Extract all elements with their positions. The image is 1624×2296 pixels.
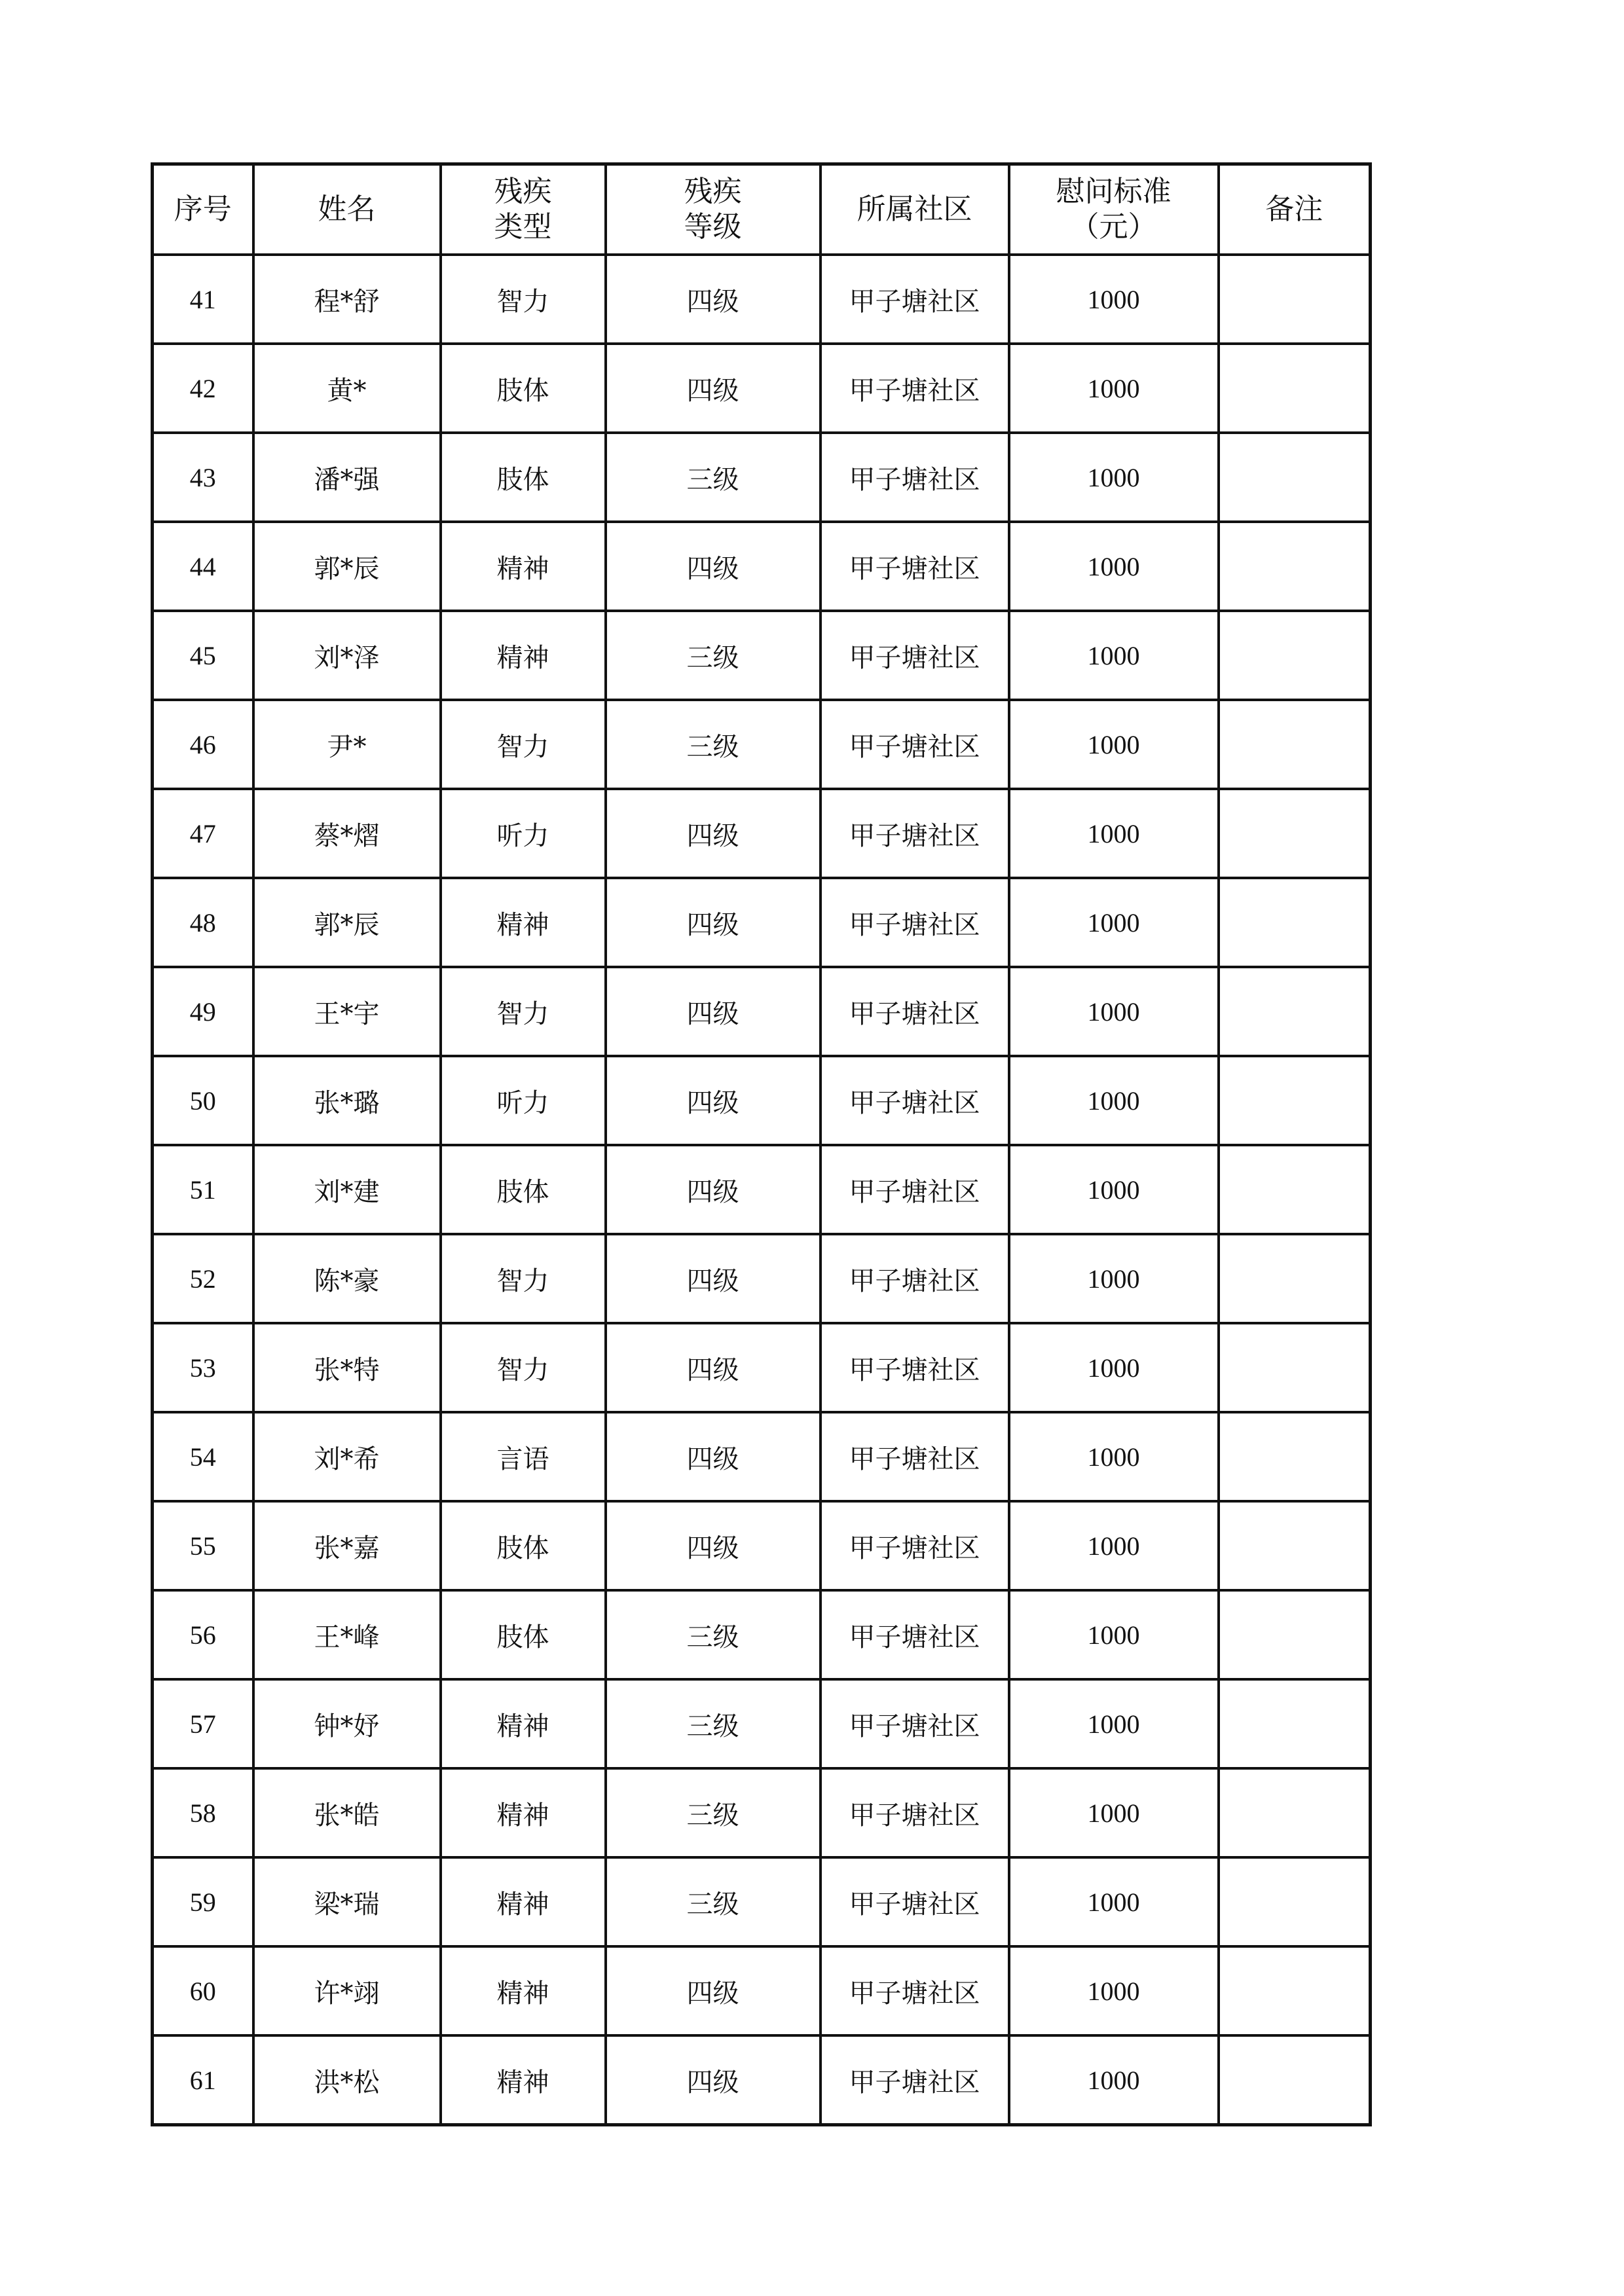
cell-name: 蔡*熠 — [253, 789, 441, 878]
header-amount-line2: （元） — [1070, 210, 1157, 244]
subsidy-roster-table — [151, 162, 1372, 2126]
cell-amount: 1000 — [1009, 255, 1219, 344]
cell-index: 56 — [153, 1590, 253, 1679]
cell-community: 甲子塘社区 — [821, 1145, 1009, 1234]
cell-disability-type: 精神 — [441, 878, 606, 967]
table-row — [153, 1412, 1371, 1501]
cell-amount: 1000 — [1009, 1412, 1219, 1501]
cell-index: 50 — [153, 1056, 253, 1145]
table-row — [153, 700, 1371, 789]
cell-index: 55 — [153, 1501, 253, 1590]
cell-amount: 1000 — [1009, 344, 1219, 433]
cell-remark — [1219, 1679, 1371, 1768]
header-amount-line1: 慰问标准 — [1056, 175, 1172, 208]
cell-amount: 1000 — [1009, 1590, 1219, 1679]
cell-remark — [1219, 522, 1371, 611]
cell-community: 甲子塘社区 — [821, 700, 1009, 789]
cell-community: 甲子塘社区 — [821, 1857, 1009, 1946]
cell-remark — [1219, 700, 1371, 789]
cell-disability-level: 四级 — [606, 1056, 821, 1145]
cell-disability-level: 四级 — [606, 1946, 821, 2035]
cell-disability-level: 三级 — [606, 1857, 821, 1946]
table-row — [153, 1946, 1371, 2035]
table-row — [153, 611, 1371, 700]
cell-amount: 1000 — [1009, 1946, 1219, 2035]
table-row — [153, 1590, 1371, 1679]
cell-amount: 1000 — [1009, 789, 1219, 878]
cell-amount: 1000 — [1009, 1679, 1219, 1768]
cell-disability-type: 听力 — [441, 789, 606, 878]
cell-name: 张*特 — [253, 1323, 441, 1412]
cell-index: 45 — [153, 611, 253, 700]
cell-amount: 1000 — [1009, 2035, 1219, 2125]
cell-remark — [1219, 1412, 1371, 1501]
cell-disability-level: 四级 — [606, 1234, 821, 1323]
cell-remark — [1219, 1323, 1371, 1412]
cell-community: 甲子塘社区 — [821, 433, 1009, 522]
cell-amount: 1000 — [1009, 700, 1219, 789]
cell-disability-level: 三级 — [606, 700, 821, 789]
cell-community: 甲子塘社区 — [821, 1412, 1009, 1501]
cell-community: 甲子塘社区 — [821, 1590, 1009, 1679]
cell-index: 46 — [153, 700, 253, 789]
cell-disability-type: 精神 — [441, 1857, 606, 1946]
cell-name: 刘*希 — [253, 1412, 441, 1501]
cell-disability-type: 精神 — [441, 1768, 606, 1857]
cell-disability-type: 智力 — [441, 255, 606, 344]
header-disability-type — [441, 164, 606, 255]
table-row — [153, 522, 1371, 611]
cell-disability-level: 四级 — [606, 789, 821, 878]
cell-community: 甲子塘社区 — [821, 1323, 1009, 1412]
cell-disability-type: 听力 — [441, 1056, 606, 1145]
cell-index: 57 — [153, 1679, 253, 1768]
cell-remark — [1219, 1501, 1371, 1590]
header-disability-type-line2: 类型 — [494, 210, 552, 244]
cell-disability-level: 四级 — [606, 1323, 821, 1412]
cell-name: 郭*辰 — [253, 878, 441, 967]
table-row — [153, 1145, 1371, 1234]
cell-community: 甲子塘社区 — [821, 1234, 1009, 1323]
cell-name: 许*翊 — [253, 1946, 441, 2035]
cell-name: 陈*豪 — [253, 1234, 441, 1323]
cell-remark — [1219, 255, 1371, 344]
cell-disability-type: 智力 — [441, 1234, 606, 1323]
cell-index: 59 — [153, 1857, 253, 1946]
cell-name: 王*宇 — [253, 967, 441, 1056]
cell-disability-level: 三级 — [606, 1590, 821, 1679]
cell-remark — [1219, 1768, 1371, 1857]
cell-disability-type: 肢体 — [441, 1590, 606, 1679]
cell-name: 王*峰 — [253, 1590, 441, 1679]
cell-index: 48 — [153, 878, 253, 967]
cell-community: 甲子塘社区 — [821, 1679, 1009, 1768]
cell-index: 58 — [153, 1768, 253, 1857]
cell-remark — [1219, 1946, 1371, 2035]
cell-amount: 1000 — [1009, 1857, 1219, 1946]
cell-community: 甲子塘社区 — [821, 344, 1009, 433]
cell-disability-level: 三级 — [606, 1679, 821, 1768]
cell-disability-type: 智力 — [441, 1323, 606, 1412]
cell-index: 61 — [153, 2035, 253, 2125]
header-amount — [1009, 164, 1219, 255]
cell-remark — [1219, 878, 1371, 967]
table-row — [153, 1679, 1371, 1768]
cell-index: 52 — [153, 1234, 253, 1323]
cell-disability-level: 三级 — [606, 1768, 821, 1857]
cell-disability-type: 精神 — [441, 2035, 606, 2125]
cell-remark — [1219, 344, 1371, 433]
cell-amount: 1000 — [1009, 1323, 1219, 1412]
table-row — [153, 1768, 1371, 1857]
cell-name: 张*璐 — [253, 1056, 441, 1145]
header-community: 所属社区 — [821, 164, 1009, 255]
cell-disability-type: 言语 — [441, 1412, 606, 1501]
cell-disability-type: 肢体 — [441, 433, 606, 522]
cell-name: 张*皓 — [253, 1768, 441, 1857]
cell-amount: 1000 — [1009, 967, 1219, 1056]
cell-community: 甲子塘社区 — [821, 255, 1009, 344]
cell-community: 甲子塘社区 — [821, 878, 1009, 967]
cell-amount: 1000 — [1009, 1056, 1219, 1145]
cell-disability-type: 精神 — [441, 611, 606, 700]
cell-disability-level: 四级 — [606, 1501, 821, 1590]
cell-disability-level: 四级 — [606, 1145, 821, 1234]
table-row — [153, 789, 1371, 878]
cell-name: 钟*妤 — [253, 1679, 441, 1768]
cell-remark — [1219, 1857, 1371, 1946]
cell-name: 程*舒 — [253, 255, 441, 344]
cell-disability-level: 四级 — [606, 967, 821, 1056]
header-disability-level-line2: 等级 — [684, 210, 742, 244]
cell-community: 甲子塘社区 — [821, 522, 1009, 611]
cell-disability-type: 智力 — [441, 967, 606, 1056]
header-disability-type-line1: 残疾 — [494, 175, 552, 208]
cell-remark — [1219, 2035, 1371, 2125]
table-row — [153, 878, 1371, 967]
cell-disability-type: 精神 — [441, 1946, 606, 2035]
table-row — [153, 1056, 1371, 1145]
cell-community: 甲子塘社区 — [821, 789, 1009, 878]
cell-remark — [1219, 1234, 1371, 1323]
cell-name: 郭*辰 — [253, 522, 441, 611]
cell-name: 洪*松 — [253, 2035, 441, 2125]
cell-disability-type: 肢体 — [441, 1501, 606, 1590]
table-row — [153, 1857, 1371, 1946]
cell-index: 60 — [153, 1946, 253, 2035]
cell-disability-level: 四级 — [606, 344, 821, 433]
header-row — [153, 164, 1371, 255]
cell-community: 甲子塘社区 — [821, 1768, 1009, 1857]
cell-disability-type: 肢体 — [441, 1145, 606, 1234]
cell-disability-type: 精神 — [441, 522, 606, 611]
cell-index: 49 — [153, 967, 253, 1056]
cell-amount: 1000 — [1009, 1145, 1219, 1234]
cell-community: 甲子塘社区 — [821, 1501, 1009, 1590]
table-row — [153, 967, 1371, 1056]
header-index: 序号 — [153, 164, 253, 255]
cell-index: 51 — [153, 1145, 253, 1234]
table-row — [153, 2035, 1371, 2125]
cell-amount: 1000 — [1009, 611, 1219, 700]
cell-disability-level: 四级 — [606, 1412, 821, 1501]
table-row — [153, 1234, 1371, 1323]
cell-amount: 1000 — [1009, 1234, 1219, 1323]
cell-name: 刘*泽 — [253, 611, 441, 700]
table-header — [153, 164, 1371, 255]
cell-remark — [1219, 611, 1371, 700]
cell-name: 潘*强 — [253, 433, 441, 522]
cell-disability-level: 四级 — [606, 878, 821, 967]
header-remark: 备注 — [1219, 164, 1371, 255]
cell-remark — [1219, 1590, 1371, 1679]
cell-amount: 1000 — [1009, 433, 1219, 522]
cell-index: 54 — [153, 1412, 253, 1501]
cell-index: 53 — [153, 1323, 253, 1412]
table-body — [153, 255, 1371, 2125]
header-name: 姓名 — [253, 164, 441, 255]
cell-amount: 1000 — [1009, 522, 1219, 611]
cell-community: 甲子塘社区 — [821, 2035, 1009, 2125]
cell-name: 梁*瑞 — [253, 1857, 441, 1946]
cell-name: 黄* — [253, 344, 441, 433]
cell-disability-level: 四级 — [606, 2035, 821, 2125]
cell-name: 尹* — [253, 700, 441, 789]
cell-community: 甲子塘社区 — [821, 967, 1009, 1056]
cell-community: 甲子塘社区 — [821, 611, 1009, 700]
table-row — [153, 255, 1371, 344]
cell-index: 44 — [153, 522, 253, 611]
cell-remark — [1219, 789, 1371, 878]
cell-disability-type: 智力 — [441, 700, 606, 789]
cell-index: 43 — [153, 433, 253, 522]
cell-amount: 1000 — [1009, 1501, 1219, 1590]
cell-community: 甲子塘社区 — [821, 1946, 1009, 2035]
cell-name: 张*嘉 — [253, 1501, 441, 1590]
cell-name: 刘*建 — [253, 1145, 441, 1234]
cell-remark — [1219, 1056, 1371, 1145]
cell-disability-type: 精神 — [441, 1679, 606, 1768]
cell-amount: 1000 — [1009, 1768, 1219, 1857]
header-disability-level — [606, 164, 821, 255]
cell-index: 47 — [153, 789, 253, 878]
cell-disability-level: 四级 — [606, 255, 821, 344]
cell-remark — [1219, 1145, 1371, 1234]
cell-disability-level: 四级 — [606, 522, 821, 611]
table-row — [153, 1323, 1371, 1412]
cell-disability-level: 三级 — [606, 433, 821, 522]
header-disability-level-line1: 残疾 — [684, 175, 742, 208]
cell-index: 42 — [153, 344, 253, 433]
table-row — [153, 344, 1371, 433]
table-row — [153, 1501, 1371, 1590]
cell-disability-type: 肢体 — [441, 344, 606, 433]
cell-remark — [1219, 433, 1371, 522]
cell-amount: 1000 — [1009, 878, 1219, 967]
table-row — [153, 433, 1371, 522]
cell-disability-level: 三级 — [606, 611, 821, 700]
cell-community: 甲子塘社区 — [821, 1056, 1009, 1145]
cell-remark — [1219, 967, 1371, 1056]
cell-index: 41 — [153, 255, 253, 344]
